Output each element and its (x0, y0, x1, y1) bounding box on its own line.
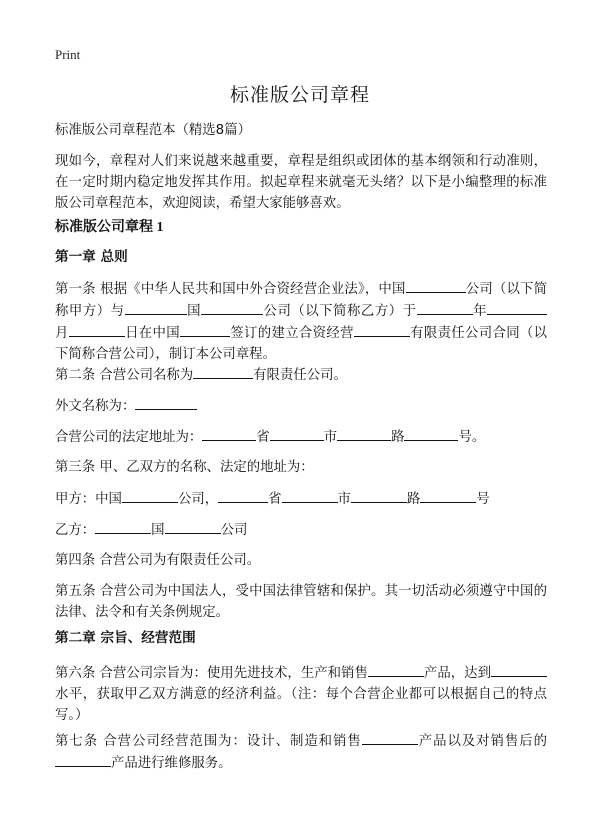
document-title: 标准版公司章程 (229, 84, 370, 106)
blank-line (362, 730, 418, 745)
blank-line (368, 662, 424, 677)
article-2 (55, 364, 547, 386)
blank-line (417, 300, 473, 315)
blank-line (201, 300, 263, 315)
blank-line (354, 322, 410, 337)
party-b-text: 国 (151, 523, 165, 538)
intro-paragraph: 现如今，章程对人们来说越来越重要，章程是组织或团体的基本纲领和行动准则，在一定时期内稳定地发挥其作用。拟起章程来就毫无头绪？以下是小编整理的标准版公司章程范本，欢迎阅读，希望大家能够喜欢。 (55, 154, 547, 211)
article-7 (55, 730, 547, 774)
article-1-text: 月 (55, 326, 69, 341)
blank-line (202, 426, 256, 441)
address-text: 合营公司的法定地址为： (55, 430, 203, 445)
blank-line (337, 426, 391, 441)
party-a-text: 省 (268, 492, 282, 507)
party-b-line (55, 519, 547, 541)
blank-line (55, 752, 111, 767)
party-a-text: 公司， (177, 492, 219, 507)
blank-line (270, 426, 324, 441)
blank-line (125, 300, 187, 315)
blank-line (351, 488, 407, 503)
article-7-text: 产品以及对销售后的 (417, 734, 547, 749)
article-1-text: 有限责任公司合同（以下简称合营公司），制订本公司章程。 (55, 326, 548, 362)
article-1-text: 国 (186, 304, 202, 319)
article-1-text: 年 (472, 304, 488, 319)
blank-line (282, 488, 338, 503)
legal-address-line (55, 426, 547, 448)
chapter-1-heading: 第一章 总则 (55, 249, 128, 265)
article-1-text: 第一条 根据《中华人民共和国中外合资经营企业法》，中国 (55, 282, 406, 297)
section-heading: 标准版公司章程 1 (55, 220, 164, 235)
article-1-text: 公司（以下简称乙方）于 (263, 304, 417, 319)
party-a-line (55, 488, 547, 510)
blank-line (122, 488, 178, 503)
article-6 (55, 662, 547, 726)
party-a-text: 号 (476, 492, 490, 507)
party-a-text: 市 (337, 492, 351, 507)
article-2-text: 第二条 合营公司名称为 (55, 368, 194, 383)
article-6-text: 第六条 合营公司宗旨为：使用先进技术，生产和销售 (55, 666, 368, 681)
article-3: 第三条 甲、乙双方的名称、法定的地址为： (55, 460, 314, 475)
article-5: 第五条 合营公司为中国法人，受中国法律管辖和保护。其一切活动必须遵守中国的法律、法令和有关条例规定。 (55, 584, 547, 620)
address-text: 市 (323, 430, 338, 445)
article-1-text: 日在中国 (124, 326, 180, 341)
document-subtitle: 标准版公司章程范本（精选8篇） (55, 123, 251, 138)
article-4: 第四条 合营公司为有限责任公司。 (55, 553, 261, 568)
blank-line (420, 488, 476, 503)
address-text: 路 (391, 430, 405, 445)
blank-line (404, 426, 458, 441)
blank-line (487, 300, 547, 315)
address-text: 省 (256, 430, 270, 445)
party-a-text: 甲方：中国 (55, 492, 122, 507)
party-a-text: 路 (406, 492, 421, 507)
blank-line (180, 322, 230, 337)
article-6-text: 水平，获取甲乙双方满意的经济利益。（注：每个合营企业都可以根据自己的特点写。） (55, 687, 547, 723)
foreign-name-line (55, 395, 547, 417)
article-6-text: 产品，达到 (423, 666, 492, 681)
blank-line (135, 395, 197, 410)
chapter-2-heading: 第二章 宗旨、经营范围 (55, 630, 196, 646)
article-7-text: 产品进行维修服务。 (111, 756, 232, 771)
blank-line (406, 278, 466, 293)
blank-line (491, 662, 547, 677)
address-text: 号。 (458, 430, 486, 445)
blank-line (95, 519, 151, 534)
print-link[interactable]: Print (55, 47, 81, 62)
foreign-name-label: 外文名称为： (55, 399, 136, 414)
article-7-text: 第七条 合营公司经营范围为：设计、制造和销售 (55, 734, 362, 749)
party-b-text: 公司 (220, 523, 248, 538)
party-b-text: 乙方： (55, 523, 96, 538)
article-1 (55, 278, 547, 365)
blank-line (165, 519, 221, 534)
blank-line (193, 364, 253, 379)
article-2-text: 有限责任公司。 (253, 368, 347, 383)
article-1-text: 签订的建立合资经营 (229, 326, 354, 341)
blank-line (218, 488, 268, 503)
article-1-text: 公司（以下简称甲方）与 (55, 282, 548, 319)
blank-line (69, 322, 125, 337)
